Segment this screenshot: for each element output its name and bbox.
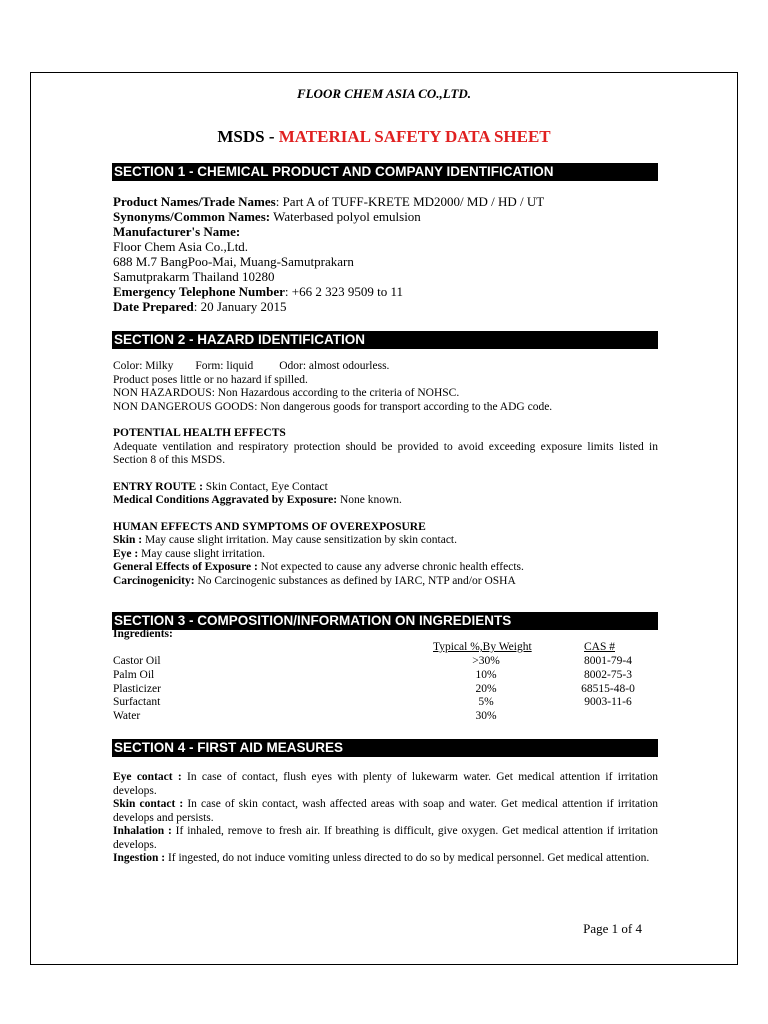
- ingredients-label: Ingredients:: [113, 628, 173, 640]
- ingredient-cas: 9003-11-6: [584, 696, 632, 708]
- section1-heading: SECTION 1 - CHEMICAL PRODUCT AND COMPANY IDENTIFICATION: [112, 163, 658, 181]
- ingredient-cas: 8001-79-4: [584, 655, 632, 667]
- section3-heading: SECTION 3 - COMPOSITION/INFORMATION ON INGREDIENTS: [112, 612, 658, 630]
- section2-body: [113, 360, 658, 588]
- ingredient-weight: 20%: [475, 683, 497, 695]
- title-main: MATERIAL SAFETY DATA SHEET: [278, 127, 551, 146]
- eye-contact-paragraph: Eye contact : In case of contact, flush eyes with plenty of lukewarm water. Get medical attention if irritation develops.: [113, 771, 658, 797]
- ingredient-name: Surfactant: [113, 696, 161, 708]
- address-line-3: Samutprakarm Thailand 10280: [113, 269, 275, 284]
- address-line-1: Floor Chem Asia Co.,Ltd.: [113, 239, 249, 254]
- carcinogenicity-line: Carcinogenicity: No Carcinogenic substances as defined by IARC, NTP and/or OSHA: [113, 574, 516, 587]
- eye-effect-line: Eye : May cause slight irritation.: [113, 547, 266, 560]
- section4-heading: SECTION 4 - FIRST AID MEASURES: [112, 739, 658, 757]
- cas-column-header: CAS #: [584, 641, 615, 653]
- inhalation-paragraph: Inhalation : If inhaled, remove to fresh air. If breathing is difficult, give oxygen. Get medical attention if irritation develops.: [113, 825, 659, 851]
- potential-health-effects-title: POTENTIAL HEALTH EFFECTS: [113, 427, 286, 439]
- ingredient-cas: 8002-75-3: [584, 669, 632, 681]
- general-effects-line: General Effects of Exposure : Not expected to cause any adverse chronic health effects.: [113, 561, 524, 573]
- non-dangerous-goods-line: NON DANGEROUS GOODS: Non dangerous goods for transport according to the ADG code.: [113, 400, 553, 413]
- ingredient-cas: 68515-48-0: [581, 683, 635, 695]
- product-names-line: Product Names/Trade Names: Part A of TUFF-KRETE MD2000/ MD / HD / UT: [113, 194, 545, 209]
- skin-contact-paragraph: Skin contact : In case of skin contact, wash affected areas with soap and water. Get medical attention if irritation develops and persists.: [113, 798, 658, 824]
- skin-effect-line: Skin : May cause slight irritation. May cause sensitization by skin contact.: [113, 534, 457, 546]
- date-prepared-line: Date Prepared: 20 January 2015: [113, 299, 287, 314]
- company-name: FLOOR CHEM ASIA CO.,LTD.: [296, 86, 472, 101]
- non-hazardous-line: NON HAZARDOUS: Non Hazardous according to the criteria of NOHSC.: [113, 387, 460, 399]
- human-effects-title: HUMAN EFFECTS AND SYMPTOMS OF OVEREXPOSURE: [113, 520, 426, 533]
- ingredient-name: Plasticizer: [113, 683, 161, 695]
- potential-health-effects-text: Adequate ventilation and respiratory protection should be provided to avoid exceeding exposure limits listed in Section 8 of this MSDS.: [113, 440, 658, 466]
- ingredient-name: Water: [113, 710, 141, 722]
- entry-route-line: ENTRY ROUTE : Skin Contact, Eye Contact: [113, 480, 328, 493]
- ingredient-weight: 30%: [475, 710, 497, 722]
- ingredient-name: Palm Oil: [113, 669, 155, 681]
- synonyms-line: Synonyms/Common Names: Waterbased polyol emulsion: [113, 209, 421, 224]
- weight-column-header: Typical %,By Weight: [433, 641, 532, 653]
- properties-line: Color: Milky Form: liquid Odor: almost odourless.: [113, 360, 390, 372]
- hazard-line: Product poses little or no hazard if spilled.: [113, 373, 308, 386]
- medical-conditions-line: Medical Conditions Aggravated by Exposure: None known.: [113, 494, 402, 506]
- section4-body: [113, 771, 658, 866]
- section2-heading: SECTION 2 - HAZARD IDENTIFICATION: [112, 331, 658, 349]
- address-line-2: 688 M.7 BangPoo-Mai, Muang-Samutprakarn: [113, 254, 354, 269]
- ingredient-weight: 10%: [475, 669, 497, 681]
- page-number: Page 1 of 4: [583, 921, 642, 936]
- manufacturer-label: Manufacturer's Name:: [113, 224, 241, 239]
- ingredient-weight: >30%: [472, 655, 500, 667]
- section1-body: [113, 194, 658, 314]
- ingestion-paragraph: Ingestion : If ingested, do not induce vomiting unless directed to do so by medical personnel. Get medical attention.: [113, 852, 650, 864]
- title-prefix: MSDS -: [217, 127, 279, 146]
- document-title: [0, 127, 768, 147]
- ingredient-name: Castor Oil: [113, 655, 161, 667]
- ingredient-weight: 5%: [478, 696, 494, 708]
- emergency-phone-line: Emergency Telephone Number: +66 2 323 9509 to 11: [113, 284, 403, 299]
